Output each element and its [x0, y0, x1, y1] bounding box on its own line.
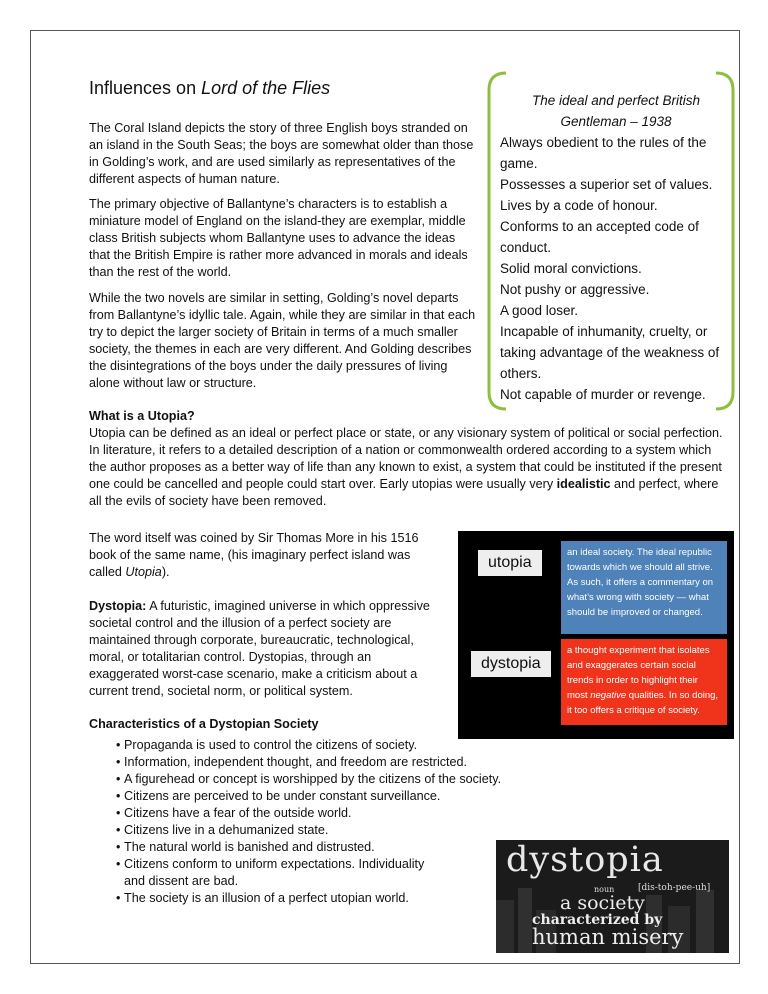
ideal-line: Not capable of murder or revenge.: [500, 387, 706, 402]
dystopia-word: dystopia: [506, 840, 664, 880]
dystopia-label: dystopia: [471, 651, 551, 677]
pronunciation: [dis-toh-pee-uh]: [638, 883, 711, 893]
list-item: • Propaganda is used to control the citizens of society.: [116, 737, 536, 754]
list-item: • Citizens have a fear of the outside world.: [116, 805, 536, 822]
utopia-label: utopia: [478, 550, 542, 576]
list-item: • Citizens live in a dehumanized state.: [116, 822, 536, 839]
ideal-line: A good loser.: [500, 303, 579, 318]
list-item: • Citizens conform to uniform expectations. Individuality and dissent are bad.: [116, 856, 446, 890]
golding-paragraph: While the two novels are similar in setting, Golding’s novel departs from Ballantyne’s idyllic tale. Again, while they are similar in that each try to depict the larger society of Britain in terms of a much smaller society, the themes in each are very different. And Golding describes the disintegrations of the boys under the daily pressures of living alone without law or structure.: [89, 291, 476, 390]
utopia-description: an ideal society. The ideal republic towards which we should all strive. As such, it offers a commentary on what’s wrong with society — what should be improved or changed.: [561, 541, 727, 634]
utopia-dystopia-graphic: [458, 531, 734, 739]
characteristics-heading: Characteristics of a Dystopian Society: [89, 717, 319, 731]
thomas-more-paragraph: The word itself was coined by Sir Thomas More in his 1516 book of the same name, (his imaginary perfect island was called Utopia).: [89, 531, 419, 579]
ideal-line: Lives by a code of honour.: [500, 198, 658, 213]
ideal-line: Solid moral convictions.: [500, 261, 642, 276]
ballantyne-paragraph: The primary objective of Ballantyne’s characters is to establish a miniature model of England on the island-they are exemplar, middle class British subjects whom Ballantyne uses to advance the ideas that the British Empire is rather more advanced in morals and ideals than the rest of the world.: [89, 197, 468, 279]
list-item: • Citizens are perceived to be under constant surveillance.: [116, 788, 536, 805]
list-item: • The society is an illusion of a perfect utopian world.: [116, 890, 536, 907]
dystopia-definition: Dystopia: A futuristic, imagined universe in which oppressive societal control and the illusion of a perfect society are maintained through corporate, bureaucratic, technological, moral, or totalitarian control. Dystopias, through an exaggerated worst-case scenario, make a criticism about a current trend, societal norm, or political system.: [89, 599, 430, 698]
ideal-line: Incapable of inhumanity, cruelty, or taking advantage of the weakness of others.: [500, 324, 720, 381]
ideal-line: Always obedient to the rules of the game.: [500, 135, 707, 171]
coral-island-paragraph: The Coral Island depicts the story of three English boys stranded on an island in the South Seas; the boys are somewhat older than those in Golding’s work, and are used similarly as representatives of the different aspects of human nature.: [89, 121, 474, 186]
list-item: • The natural world is banished and distrusted.: [116, 839, 536, 856]
definition-line-2: characterized by: [532, 912, 663, 928]
dystopia-description: a thought experiment that isolates and exaggerates certain social trends in order to highlight their most negative qualities. In so doing, it too offers a critique of society.: [561, 639, 727, 725]
utopia-section: [89, 408, 729, 510]
utopia-heading: What is a Utopia?: [89, 409, 195, 423]
utopia-definition: Utopia can be defined as an ideal or perfect place or state, or any visionary system of political or social perfection. In literature, it refers to a detailed description of a nation or commonwealth ordered according to a system which the author proposes as a better way of life than any known to exist, a system that could be instituted if the present one could be cancelled and people could start over. Early utopias were usually very idealistic and perfect, where all the evils of society have been removed.: [89, 426, 723, 508]
definition-line-1: a society: [560, 892, 645, 914]
part-of-speech: noun: [594, 885, 615, 894]
ideal-line: Not pushy or aggressive.: [500, 282, 650, 297]
dystopia-definition-graphic: [496, 840, 729, 953]
ideal-line: Conforms to an accepted code of conduct.: [500, 219, 699, 255]
page-title: Influences on Lord of the Flies: [89, 78, 331, 98]
list-item: • Information, independent thought, and freedom are restricted.: [116, 754, 536, 771]
ideal-box-heading: The ideal and perfect British Gentleman – 1938: [531, 93, 701, 129]
ideal-gentleman-box: [484, 70, 738, 412]
ideal-line: Possesses a superior set of values.: [500, 177, 713, 192]
characteristics-list: [116, 737, 536, 907]
definition-line-3: human misery: [532, 925, 684, 949]
list-item: • A figurehead or concept is worshipped by the citizens of the society.: [116, 771, 536, 788]
